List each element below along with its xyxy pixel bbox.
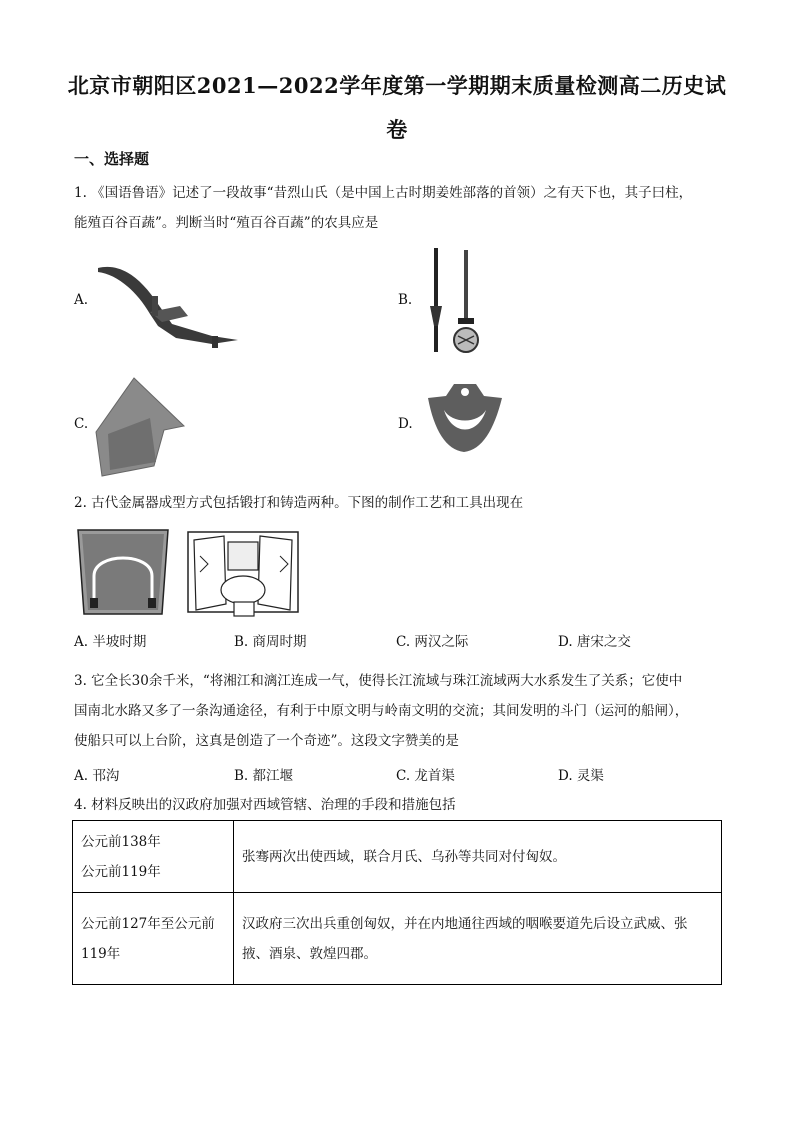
page-title-line2: 卷 xyxy=(386,117,408,142)
q2-option-d[interactable]: D. 唐宋之交 xyxy=(558,634,631,650)
table-cell-event xyxy=(234,893,722,985)
q1-stem-line2: 能殖百谷百蔬”。判断当时“殖百谷百蔬”的农具应是 xyxy=(74,215,379,231)
q3-option-d[interactable]: D. 灵渠 xyxy=(558,768,604,784)
casting-mold-image xyxy=(74,526,172,618)
mold-assembly-image xyxy=(184,526,302,622)
table-cell-time xyxy=(73,821,234,893)
event-line: 掖、酒泉、敦煌四郡。 xyxy=(242,945,377,962)
q3-option-b[interactable]: B. 都江堰 xyxy=(234,768,294,784)
material-table xyxy=(72,820,722,985)
q4-stem: 4. 材料反映出的汉政府加强对西域管辖、治理的手段和措施包括 xyxy=(74,797,456,813)
time-line: 公元前119年 xyxy=(81,863,161,880)
q3-option-a[interactable]: A. 邗沟 xyxy=(74,768,120,784)
q2-option-b[interactable]: B. 商周时期 xyxy=(234,634,307,650)
page-title-line1: 北京市朝阳区2021—2022学年度第一学期期末质量检测高二历史试 xyxy=(67,73,727,98)
event-line: 汉政府三次出兵重创匈奴，并在内地通往西域的咽喉要道先后设立武威、张 xyxy=(242,915,688,932)
q3-stem-line1: 3. 它全长30余千米，“将湘江和漓江连成一气，使得长江流域与珠江流域两大水系发生了关系；它使中 xyxy=(74,673,683,689)
q1-option-c-label[interactable]: C. xyxy=(74,416,89,432)
q1-option-a-label[interactable]: A. xyxy=(74,292,89,308)
time-line: 119年 xyxy=(81,945,121,962)
time-line: 公元前127年至公元前 xyxy=(81,915,215,932)
q2-option-a[interactable]: A. 半坡时期 xyxy=(74,634,147,650)
q1-option-b-label[interactable]: B. xyxy=(398,292,413,308)
table-cell-event xyxy=(234,821,722,893)
spade-tools-image xyxy=(424,246,494,358)
q3-stem-line3: 使船只可以上台阶，这真是创造了一个奇迹”。这段文字赞美的是 xyxy=(74,733,459,749)
q1-option-d-label[interactable]: D. xyxy=(398,416,413,432)
q1-stem-line1: 1. 《国语鲁语》记述了一段故事“昔烈山氏（是中国上古时期姜姓部落的首领）之有天下也，其子曰柱， xyxy=(74,185,693,201)
q2-option-c[interactable]: C. 两汉之际 xyxy=(396,634,469,650)
table-cell-time xyxy=(73,893,234,985)
q3-option-c[interactable]: C. 龙首渠 xyxy=(396,768,455,784)
hoe-image xyxy=(424,380,506,456)
q2-stem: 2. 古代金属器成型方式包括锻打和铸造两种。下图的制作工艺和工具出现在 xyxy=(74,495,524,511)
plowshare-image xyxy=(94,374,190,478)
q3-stem-line2: 国南北水路又多了一条沟通途径，有利于中原文明与岭南文明的交流；其间发明的斗门（运河的船闸）， xyxy=(74,703,689,719)
table-row xyxy=(73,821,722,893)
time-line: 公元前138年 xyxy=(81,833,161,850)
event-line: 张骞两次出使西域，联合月氏、乌孙等共同对付匈奴。 xyxy=(242,848,566,865)
table-row xyxy=(73,893,722,985)
section-heading: 一、选择题 xyxy=(74,150,150,168)
plow-image xyxy=(92,260,242,350)
